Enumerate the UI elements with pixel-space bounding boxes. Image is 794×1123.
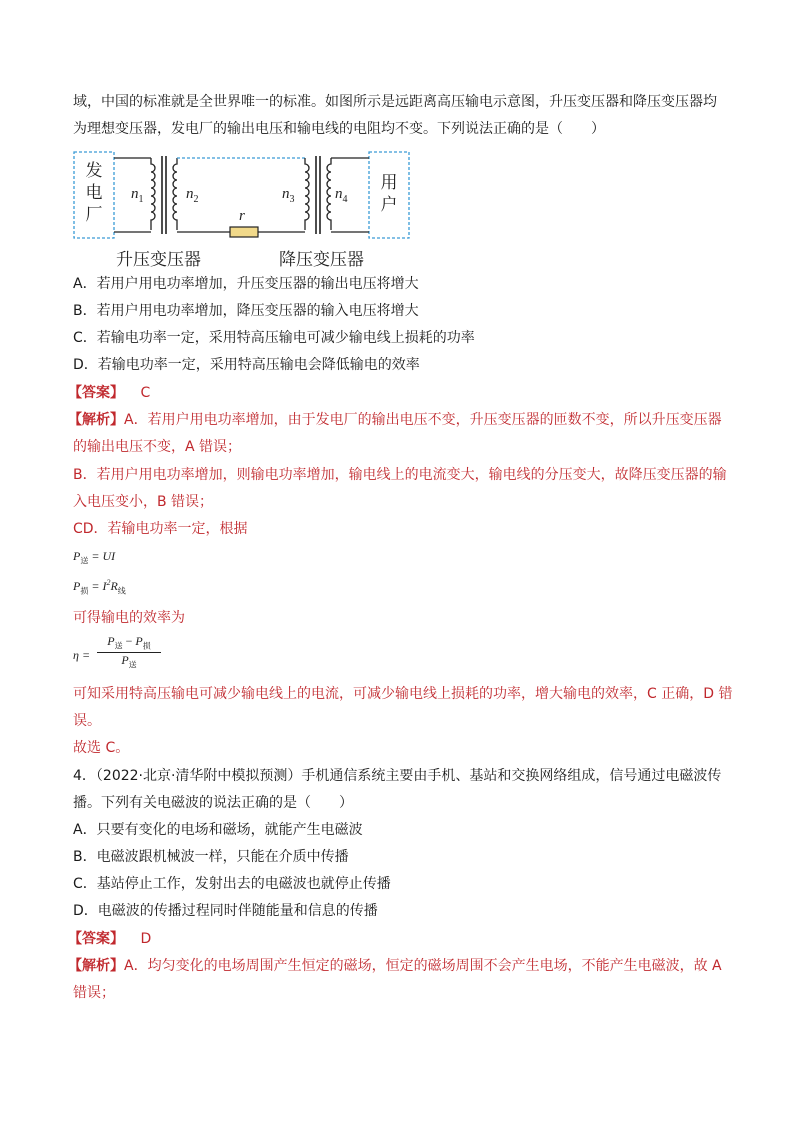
- q3-analysis-line3: B．若用户用电功率增加，则输电功率增加，输电线上的电流变大，输电线的分压变大，故降压变压器的输: [73, 467, 727, 483]
- user-char-2: 户: [380, 195, 398, 215]
- efficiency-numerator: $P_送 - P_损$: [97, 634, 161, 653]
- n4-label: $n_4$: [335, 186, 348, 205]
- n2-label: $n_2$: [186, 186, 199, 205]
- efficiency-denominator: $P_送$: [121, 653, 137, 670]
- q4-option-b: B．电磁波跟机械波一样，只能在介质中传播: [73, 849, 349, 865]
- n1-label: $n_1$: [131, 186, 144, 205]
- q3-analysis-line1: [68, 410, 722, 430]
- q4-answer: [68, 929, 151, 949]
- q4-analysis-line1: [68, 956, 722, 976]
- user-label: [379, 172, 399, 216]
- q4-answer-value: D: [140, 931, 152, 947]
- q4-stem-line2: 播。下列有关电磁波的说法正确的是（ ）: [73, 795, 353, 811]
- q3-analysis-line4: 入电压变小，B 错误；: [73, 494, 214, 510]
- q4-answer-tag: 【答案】: [68, 931, 124, 947]
- q3-analysis-line2: 的输出电压不变，A 错误；: [73, 439, 242, 455]
- eta-symbol: η =: [73, 648, 91, 662]
- n3-label: $n_3$: [282, 186, 295, 205]
- step-down-transformer-label: 降压变压器: [279, 250, 364, 270]
- efficiency-intro: 可得输电的效率为: [73, 610, 185, 626]
- q4-option-a: A．只要有变化的电场和磁场，就能产生电磁波: [73, 822, 363, 838]
- power-plant-char-1: 发: [85, 161, 103, 181]
- step-up-transformer-label: 升压变压器: [116, 250, 201, 270]
- q4-analysis-line2: 错误；: [73, 985, 115, 1001]
- formula-p-loss: $P_损 = I^2R_线$: [73, 578, 126, 596]
- power-plant-char-2: 电: [85, 183, 103, 203]
- q4-stem-line1: 4．（2022·北京·清华附中模拟预测）手机通信系统主要由手机、基站和交换网络组成，信号通过电磁波传: [73, 768, 722, 784]
- q4-analysis-tag: 【解析】: [68, 958, 124, 974]
- q4-option-c: C．基站停止工作，发射出去的电磁波也就停止传播: [73, 876, 391, 892]
- q3-option-a: A．若用户用电功率增加，升压变压器的输出电压将增大: [73, 276, 419, 292]
- q3-stem-line1: 域，中国的标准就是全世界唯一的标准。如图所示是远距离高压输电示意图，升压变压器和降压变压器均: [73, 94, 717, 110]
- formula-p-send: $P_送$ = UI: [73, 549, 116, 566]
- q3-conclusion-line2: 误。: [73, 713, 101, 729]
- user-char-1: 用: [380, 173, 398, 193]
- q3-answer: [68, 383, 150, 403]
- q3-option-c: C．若输电功率一定，采用特高压输电可减少输电线上损耗的功率: [73, 330, 475, 346]
- q3-final: 故选 C。: [73, 740, 130, 756]
- q3-answer-value: C: [140, 385, 151, 401]
- q3-analysis-line5: CD．若输电功率一定，根据: [73, 521, 248, 537]
- q4-option-d: D．电磁波的传播过程同时伴随能量和信息的传播: [73, 903, 378, 919]
- power-plant-label: [84, 160, 104, 226]
- q3-stem-line2: 为理想变压器，发电厂的输出电压和输电线的电阻均不变。下列说法正确的是（ ）: [73, 121, 605, 137]
- resistor-label: r: [239, 208, 245, 224]
- transmission-diagram: [73, 150, 413, 268]
- q3-option-b: B．若用户用电功率增加，降压变压器的输入电压将增大: [73, 303, 419, 319]
- q3-answer-tag: 【答案】: [68, 385, 124, 401]
- q3-conclusion-line1: 可知采用特高压输电可减少输电线上的电流，可减少输电线上损耗的功率，增大输电的效率，C 正确，D 错: [73, 686, 733, 702]
- formula-efficiency: [73, 634, 193, 676]
- q3-option-d: D．若输电功率一定，采用特高压输电会降低输电的效率: [73, 357, 420, 373]
- q4-analysis-text1: A．均匀变化的电场周围产生恒定的磁场，恒定的磁场周围不会产生电场，不能产生电磁波，故 A: [124, 958, 722, 974]
- power-plant-char-3: 厂: [85, 205, 103, 225]
- q3-analysis-tag: 【解析】: [68, 412, 124, 428]
- q3-analysis-text1: A．若用户用电功率增加，由于发电厂的输出电压不变，升压变压器的匝数不变，所以升压变压器: [124, 412, 722, 428]
